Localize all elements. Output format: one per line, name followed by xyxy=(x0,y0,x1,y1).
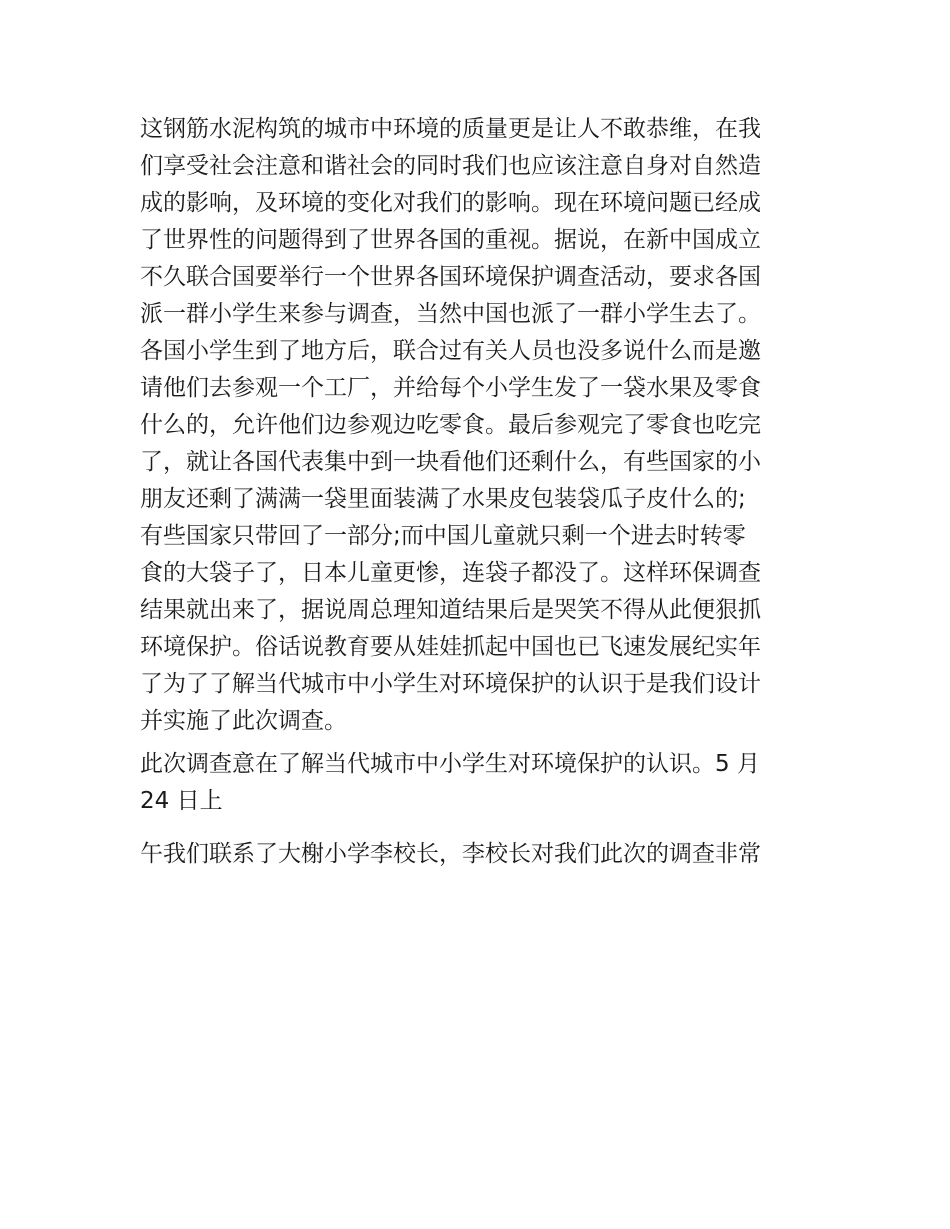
text-line: 派一群小学生来参与调查，当然中国也派了一群小学生去了。 xyxy=(140,301,761,327)
text-line: 了，就让各国代表集中到一块看他们还剩什么，有些国家的小 xyxy=(140,449,761,475)
body-text xyxy=(140,111,830,873)
text-line: 了为了了解当代城市中小学生对环境保护的认识于是我们设计 xyxy=(140,671,761,697)
text-line: 了世界性的问题得到了世界各国的重视。据说，在新中国成立 xyxy=(140,227,761,253)
text-line: 请他们去参观一个工厂，并给每个小学生发了一袋水果及零食 xyxy=(140,375,761,401)
text-line: 们享受社会注意和谐社会的同时我们也应该注意自身对自然造 xyxy=(140,153,761,179)
text-line: 有些国家只带回了一部分;而中国儿童就只剩一个进去时转零 xyxy=(140,523,746,549)
text-line: 各国小学生到了地方后，联合过有关人员也没多说什么而是邀 xyxy=(140,338,761,364)
text-line: 此次调查意在了解当代城市中小学生对环境保护的认识。5 月 xyxy=(140,751,760,777)
text-line: 并实施了此次调查。 xyxy=(140,708,347,734)
text-line: 24 日上 xyxy=(140,788,223,814)
text-line: 结果就出来了，据说周总理知道结果后是哭笑不得从此便狠抓 xyxy=(140,597,761,623)
text-line: 这钢筋水泥构筑的城市中环境的质量更是让人不敢恭维，在我 xyxy=(140,116,761,142)
text-line: 朋友还剩了满满一袋里面装满了水果皮包装袋瓜子皮什么的; xyxy=(140,486,746,512)
text-line: 什么的，允许他们边参观边吃零食。最后参观完了零食也吃完 xyxy=(140,412,761,438)
text-line: 成的影响，及环境的变化对我们的影响。现在环境问题已经成 xyxy=(140,190,761,216)
text-line: 不久联合国要举行一个世界各国环境保护调查活动，要求各国 xyxy=(140,264,761,290)
text-line: 食的大袋子了，日本儿童更惨，连袋子都没了。这样环保调查 xyxy=(140,560,761,586)
text-line: 环境保护。俗话说教育要从娃娃抓起中国也已飞速发展纪实年 xyxy=(140,634,761,660)
text-line: 午我们联系了大榭小学李校长，李校长对我们此次的调查非常 xyxy=(140,841,761,867)
